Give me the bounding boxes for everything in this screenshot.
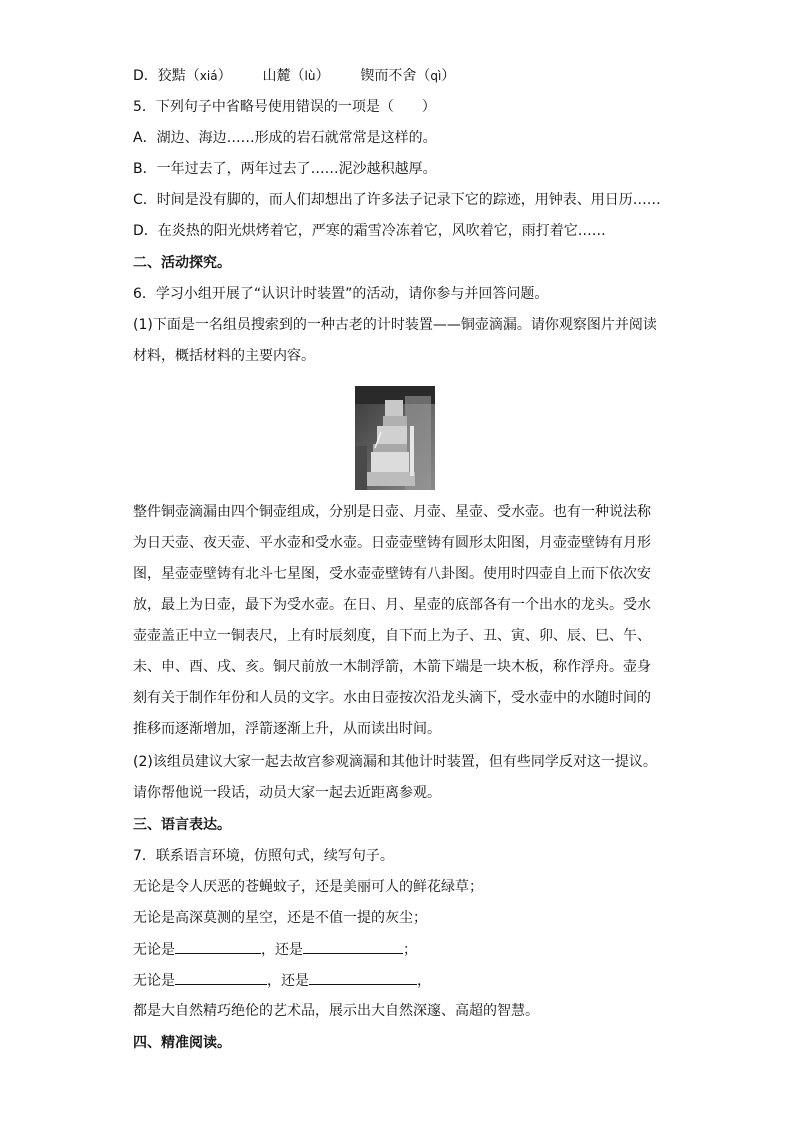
q7-fill-line-1: 无论是 ，还是 ； — [133, 939, 417, 960]
q5-stem: 5．下列句子中省略号使用错误的一项是（ ） — [133, 99, 436, 115]
section-heading-3: 三、语言表达。 — [133, 817, 231, 833]
q5-option-b: B．一年过去了，两年过去了……泥沙越积越厚。 — [133, 161, 437, 177]
q6-passage-line-8: 推移而逐渐增加，浮箭逐渐上升，从而读出时间。 — [133, 721, 441, 737]
answer-blank[interactable] — [309, 970, 417, 985]
q5-option-c: C．时间是没有脚的，而人们却想出了许多法子记录下它的踪迹，用钟表、用日历…… — [133, 192, 661, 208]
q7-example-line-2: 无论是高深莫测的星空，还是不值一提的灰尘； — [133, 910, 427, 926]
section-heading-2: 二、活动探究。 — [133, 255, 231, 271]
answer-blank[interactable] — [175, 939, 261, 954]
q5-option-a: A．湖边、海边……形成的岩石就常常是这样的。 — [133, 130, 437, 146]
q6-sub1-line1: (1)下面是一名组员搜索到的一种古老的计时装置——铜壶滴漏。请你观察图片并阅读 — [133, 317, 657, 333]
answer-blank[interactable] — [303, 939, 403, 954]
answer-blank[interactable] — [175, 970, 267, 985]
q6-passage-line-3: 图，星壶壶壁铸有北斗七星图，受水壶壶壁铸有八卦图。使用时四壶自上而下依次安 — [133, 566, 651, 582]
q7-stem: 7．联系语言环境，仿照句式，续写句子。 — [133, 848, 394, 864]
q6-sub1-line2: 材料，概括材料的主要内容。 — [133, 348, 315, 364]
q6-passage-line-4: 放，最上为日壶，最下为受水壶。在日、月、星壶的底部各有一个出水的龙头。受水 — [133, 597, 651, 613]
q6-stem: 6．学习小组开展了“认识计时装置”的活动，请你参与并回答问题。 — [133, 286, 549, 302]
section-heading-4: 四、精准阅读。 — [133, 1035, 231, 1051]
q6-sub2-line1: (2)该组员建议大家一起去故宫参观滴漏和其他计时装置，但有些同学反对这一提议。 — [133, 754, 657, 770]
q6-passage-line-7: 刻有关于制作年份和人员的文字。水由日壶按次沿龙头滴下，受水壶中的水随时间的 — [133, 690, 651, 706]
q6-sub2-line2: 请你帮他说一段话，动员大家一起去近距离参观。 — [133, 785, 441, 801]
q7-example-line-1: 无论是令人厌恶的苍蝇蚊子，还是美丽可人的鲜花绿草； — [133, 879, 483, 895]
q6-passage-line-6: 未、申、酉、戌、亥。铜尺前放一木制浮箭，木箭下端是一块木板，称作浮舟。壶身 — [133, 659, 651, 675]
q6-passage-line-5: 壶壶盖正中立一铜表尺，上有时辰刻度，自下而上为子、丑、寅、卯、辰、巳、午、 — [133, 628, 651, 644]
bronze-water-clock-photo — [355, 386, 435, 490]
q6-passage-line-2: 为日天壶、夜天壶、平水壶和受水壶。日壶壶壁铸有圆形太阳图，月壶壶壁铸有月形 — [133, 535, 651, 551]
q7-fill-line-2: 无论是 ，还是 ， — [133, 970, 431, 991]
q7-conclusion: 都是大自然精巧绝伦的艺术品，展示出大自然深邃、高超的智慧。 — [133, 1003, 539, 1019]
q5-option-d: D．在炎热的阳光烘烤着它，严寒的霜雪冷冻着它，风吹着它，雨打着它…… — [133, 223, 606, 239]
q6-passage-line-1: 整件铜壶滴漏由四个铜壶组成，分别是日壶、月壶、星壶、受水壶。也有一种说法称 — [133, 504, 651, 520]
q4-option-d: D．狡黠（xiá） 山麓（lù） 锲而不舍（qì） — [133, 68, 456, 84]
